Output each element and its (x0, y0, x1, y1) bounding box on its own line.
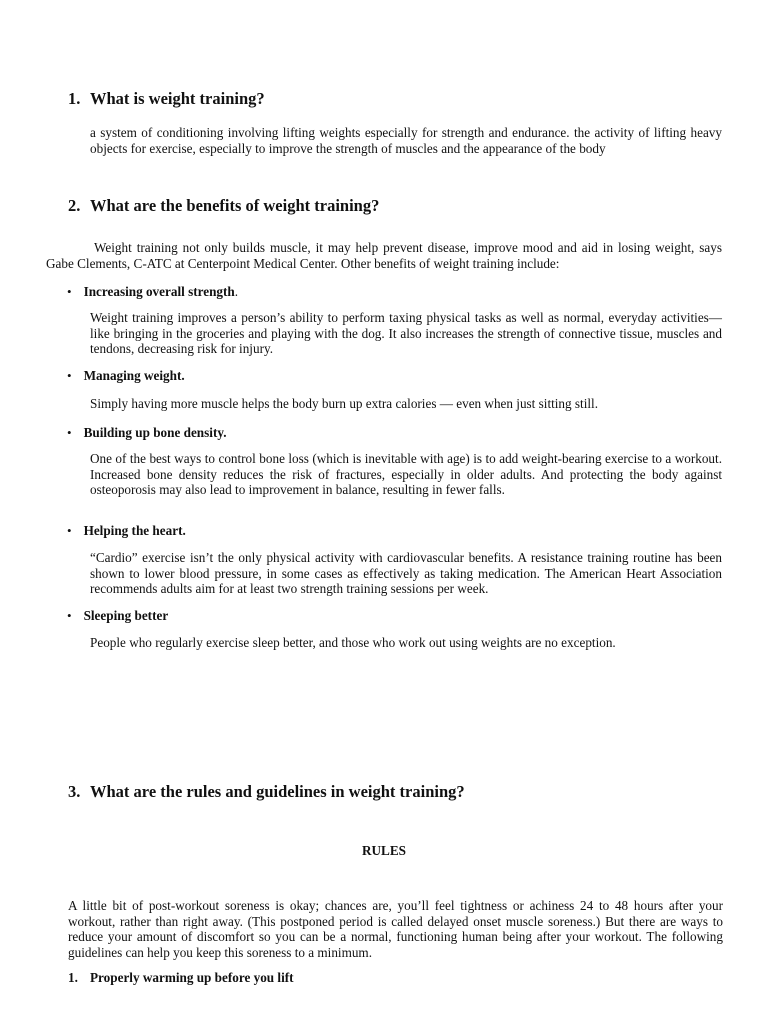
guideline-number: 1. (68, 970, 78, 985)
bullet-5 (67, 607, 168, 625)
benefit-text: People who regularly exercise sleep better, and those who work out using weights are no exception. (90, 635, 616, 650)
bullet-dot-icon: • (67, 368, 72, 383)
benefit-title: Building up bone density. (83, 425, 227, 440)
bullet-dot-icon: • (67, 425, 72, 440)
benefit-title: Managing weight. (83, 368, 185, 383)
benefit-text: Simply having more muscle helps the body burn up extra calories — even when just sitting still. (90, 396, 599, 411)
section-1-body: a system of conditioning involving lifting weights especially for strength and endurance. the activity of lifting heavy objects for exercise, especially to improve the strength of muscles and the appearance of the body (90, 125, 722, 156)
section-2-heading (68, 196, 379, 216)
bullet-2 (67, 367, 185, 385)
section-1-number: 1. (68, 89, 81, 108)
rules-title: RULES (362, 843, 406, 858)
bullet-dot-icon: • (67, 284, 72, 299)
section-3-heading (68, 782, 465, 802)
section-3-heading-text: What are the rules and guidelines in weight training? (90, 782, 465, 801)
section-2-intro: Weight training not only builds muscle, it may help prevent disease, improve mood and aid in losing weight, says Gabe Clements, C-ATC at Centerpoint Medical Center. Other benefits of weight training include: (46, 240, 722, 271)
benefit-text: “Cardio” exercise isn’t the only physical activity with cardiovascular benefits. A resistance training routine has been shown to lower blood pressure, in some cases as effectively as taking medication. The American Heart Association recommends adults aim for at least two strength training sessions per week. (90, 550, 722, 596)
benefit-title: Sleeping better (83, 608, 169, 623)
benefit-text: One of the best ways to control bone loss (which is inevitable with age) is to add weight-bearing exercise to a workout. Increased bone density reduces the risk of fractures, especially in older adults. And protecting the body against osteoporosis may also lead to improvement in balance, resulting in fewer falls. (90, 451, 722, 497)
benefit-title: Helping the heart. (83, 523, 186, 538)
benefit-title-suffix: . (234, 284, 239, 299)
section-1-heading (68, 89, 265, 109)
bullet-dot-icon: • (67, 608, 72, 623)
section-2-heading-text: What are the benefits of weight training? (90, 196, 380, 215)
rules-text: A little bit of post-workout soreness is okay; chances are, you’ll feel tightness or achiness 24 to 48 hours after your workout, rather than right away. (This postponed period is called delayed onset muscle soreness.) But there are ways to reduce your amount of discomfort so you can be a normal, functioning human being after your workout. The following guidelines can help you keep this soreness to a minimum. (68, 898, 723, 960)
bullet-3 (67, 424, 227, 442)
bullet-4 (67, 522, 186, 540)
section-2-number: 2. (68, 196, 81, 215)
section-1-heading-text: What is weight training? (90, 89, 265, 108)
bullet-dot-icon: • (67, 523, 72, 538)
benefit-text: Weight training improves a person’s ability to perform taxing physical tasks as well as normal, everyday activities—like bringing in the groceries and playing with the dog. It also increases the strength of connective tissue, muscles and tendons, decreasing risk for injury. (90, 310, 722, 356)
guideline-title: Properly warming up before you lift (90, 970, 294, 985)
benefit-title: Increasing overall strength (83, 284, 235, 299)
section-3-number: 3. (68, 782, 81, 801)
bullet-1 (67, 283, 238, 301)
guideline-1 (68, 969, 294, 987)
